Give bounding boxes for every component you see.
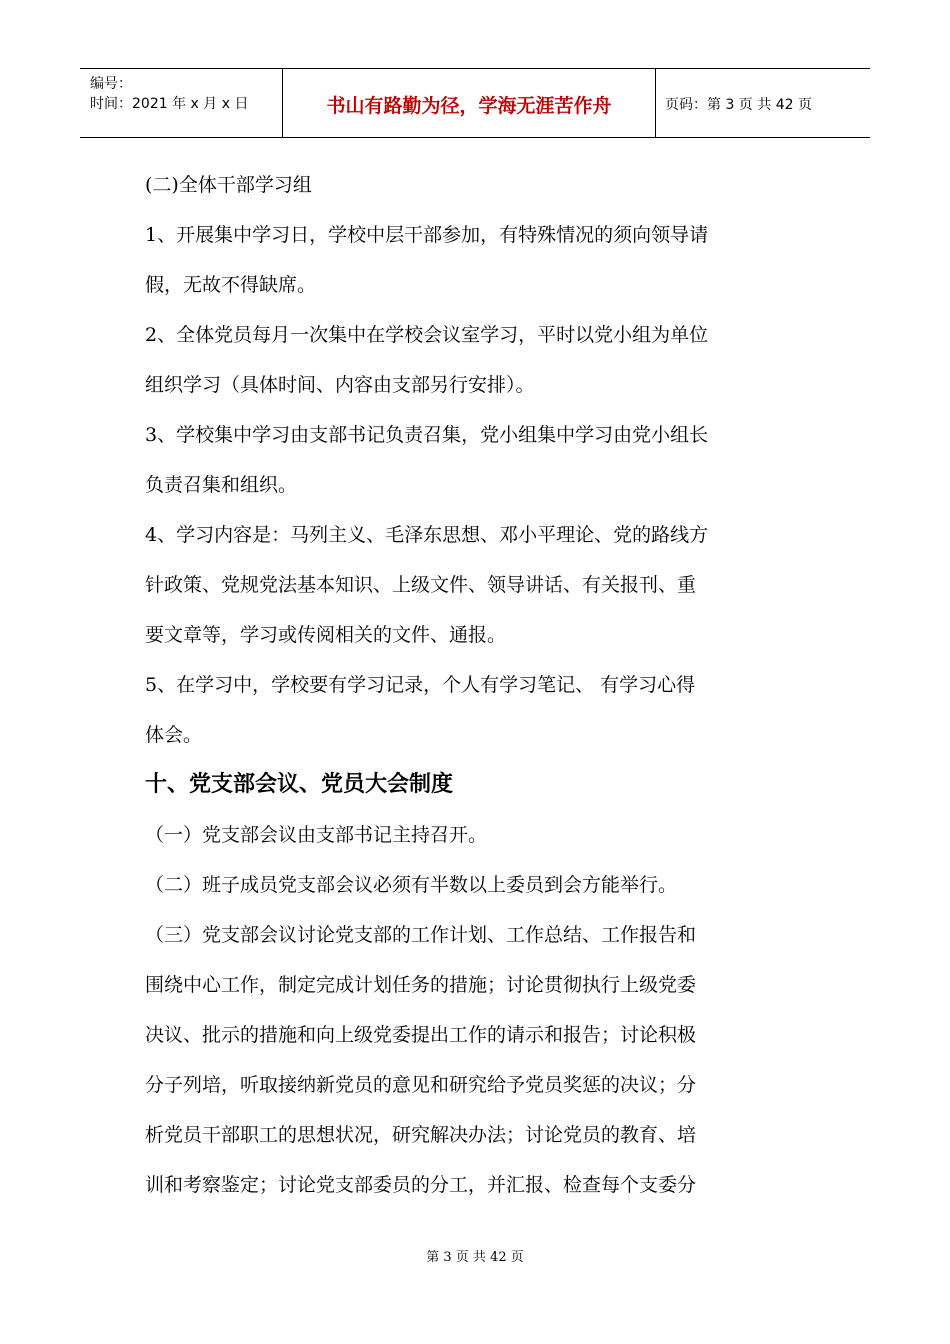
header-table	[80, 68, 870, 138]
serial-number-label: 编号：	[90, 76, 132, 92]
section-heading: 十、党支部会议、党员大会制度	[145, 772, 454, 797]
page-footer: 第 3 页 共 42 页	[426, 1250, 524, 1265]
body-line: 4、学习内容是：马列主义、毛泽东思想、邓小平理论、党的路线方	[145, 524, 709, 546]
body-line: 针政策、党规党法基本知识、上级文件、领导讲话、有关报刊、重	[145, 574, 697, 596]
body-line: 1、开展集中学习日，学校中层干部参加，有特殊情况的须向领导请	[145, 224, 709, 246]
body-line: 析党员干部职工的思想状况，研究解决办法；讨论党员的教育、培	[145, 1124, 697, 1146]
body-line: 分子列培，听取接纳新党员的意见和研究给予党员奖惩的决议；分	[145, 1074, 697, 1096]
body-line: 决议、批示的措施和向上级党委提出工作的请示和报告；讨论积极	[145, 1024, 697, 1046]
body-line: 2、全体党员每月一次集中在学校会议室学习，平时以党小组为单位	[145, 324, 709, 346]
body-line: (二)全体干部学习组	[145, 174, 312, 196]
body-line: 组织学习（具体时间、内容由支部另行安排）。	[145, 374, 535, 396]
body-line: （三）党支部会议讨论党支部的工作计划、工作总结、工作报告和	[145, 924, 697, 946]
body-line: 体会。	[145, 724, 203, 746]
body-line: 要文章等，学习或传阅相关的文件、通报。	[145, 624, 507, 646]
body-line: （二）班子成员党支部会议必须有半数以上委员到会方能举行。	[145, 874, 678, 896]
document-body	[145, 160, 815, 1210]
body-line: （一）党支部会议由支部书记主持召开。	[145, 824, 488, 846]
body-line: 3、学校集中学习由支部书记负责召集，党小组集中学习由党小组长	[145, 424, 709, 446]
date-label: 时间：2021 年 x 月 x 日	[90, 96, 249, 112]
header-left-cell	[80, 69, 283, 137]
header-middle-cell	[283, 69, 656, 137]
body-line: 5、在学习中，学校要有学习记录，个人有学习笔记、 有学习心得	[145, 674, 696, 696]
header-right-cell	[656, 69, 870, 137]
page-info: 页码：第 3 页 共 42 页	[665, 97, 812, 113]
body-line: 负责召集和组织。	[145, 474, 298, 496]
motto-text: 书山有路勤为径，学海无涯苦作舟	[326, 95, 612, 117]
body-line: 训和考察鉴定；讨论党支部委员的分工，并汇报、检查每个支委分	[145, 1174, 697, 1196]
body-line: 假，无故不得缺席。	[145, 274, 317, 296]
body-line: 围绕中心工作，制定完成计划任务的措施；讨论贯彻执行上级党委	[145, 974, 697, 996]
